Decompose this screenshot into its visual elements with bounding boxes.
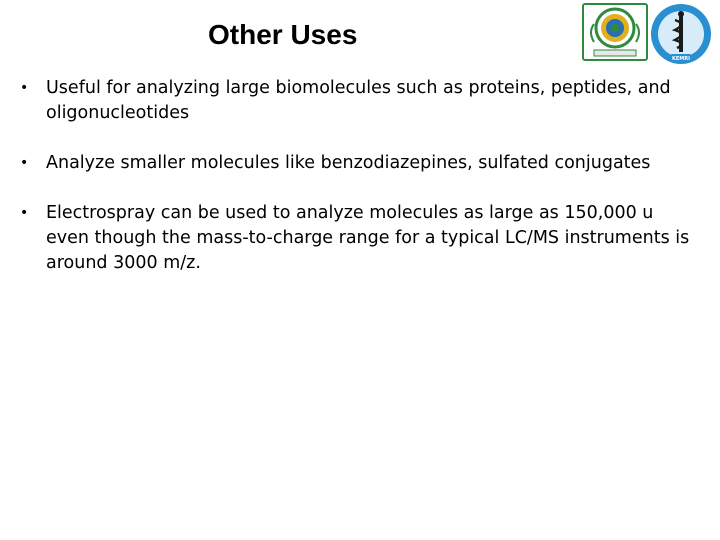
bullet-item [20, 201, 700, 276]
bullet-marker: • [20, 80, 29, 96]
eac-emblem-icon [580, 2, 650, 62]
bullet-list [20, 76, 700, 301]
bullet-text: Analyze smaller molecules like benzodiazepines, sulfated conjugates [46, 153, 651, 173]
kemri-label: KEMRI [672, 56, 690, 62]
bullet-text: Electrospray can be used to analyze molecules as large as 150,000 u even though the mass-to-charge range for a typical LC/MS instruments is around 3000 m/z. [46, 203, 690, 273]
bullet-text: Useful for analyzing large biomolecules such as proteins, peptides, and oligonucleotides [46, 78, 671, 123]
bullet-item [20, 151, 700, 176]
kemri-seal-icon [645, 2, 717, 66]
bullet-marker: • [20, 155, 29, 171]
slide-title: Other Uses [208, 19, 358, 50]
bullet-marker: • [20, 205, 29, 221]
bullet-item [20, 76, 700, 126]
